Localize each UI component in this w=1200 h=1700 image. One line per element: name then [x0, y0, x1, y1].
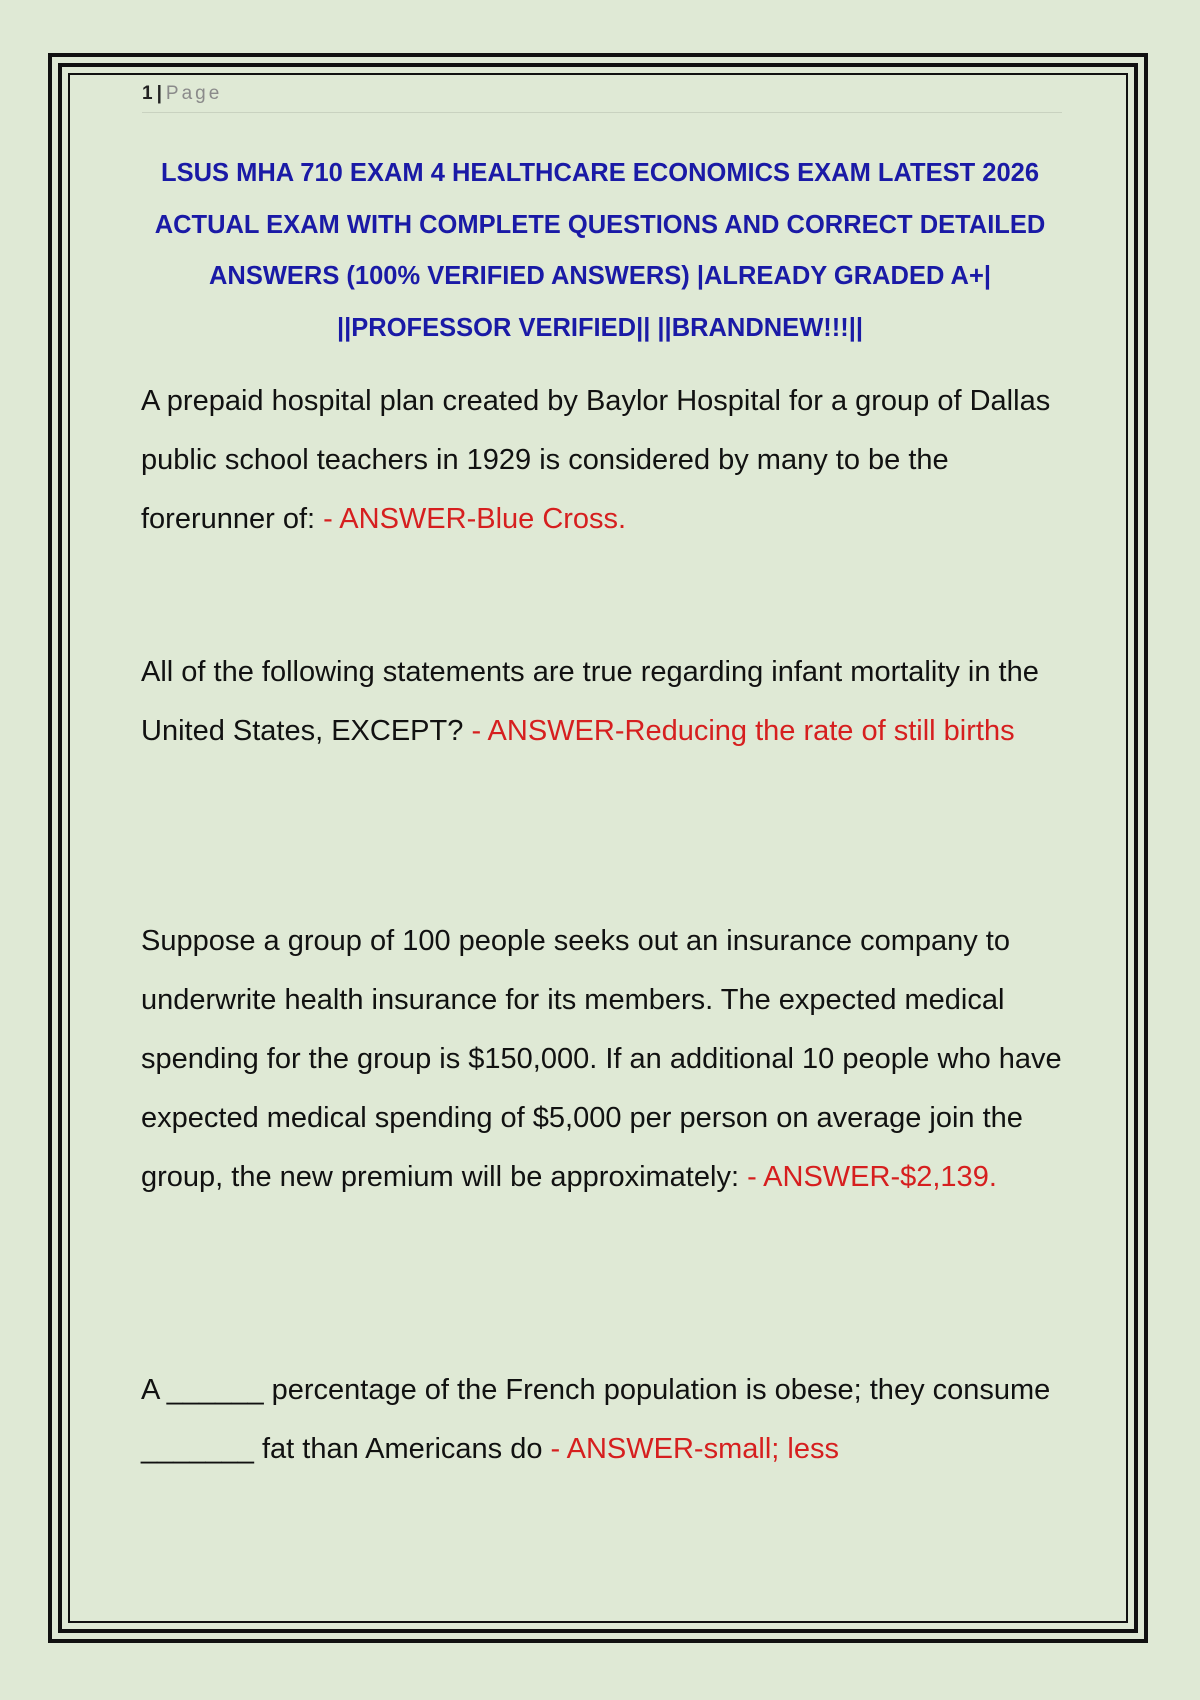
question-text: A ______ percentage of the French population is obese; they consume _______ fat than Americans do — [141, 1374, 1051, 1465]
page-separator: | — [156, 83, 162, 104]
page-label: Page — [165, 83, 223, 104]
question-text: Suppose a group of 100 people seeks out an insurance company to underwrite health insurance for its members. The expected medical spending for the group is $150,000. If an additional 10 people who have expected medical spending of $5,000 per person on average join the group, the new premium will be approximately: — [141, 925, 1062, 1193]
qa-item — [141, 912, 1081, 1207]
page-header — [142, 80, 1062, 113]
answer-text: - ANSWER-Reducing the rate of still births — [471, 715, 1015, 747]
answer-text: - ANSWER-$2,139. — [747, 1161, 997, 1193]
qa-item — [141, 643, 1081, 761]
question-text: All of the following statements are true regarding infant mortality in the United States, EXCEPT? — [141, 656, 1039, 747]
document-title: LSUS MHA 710 EXAM 4 HEALTHCARE ECONOMICS EXAM LATEST 2026 ACTUAL EXAM WITH COMPLETE QUESTIONS AND CORRECT DETAILED ANSWERS (100% VERIFIED ANSWERS) |ALREADY GRADED A+| ||PROFESSOR VERIFIED|| ||BRANDNEW!!!|| — [154, 159, 1046, 342]
qa-item — [141, 1361, 1081, 1479]
page-number: 1 — [142, 83, 153, 104]
question-text: A prepaid hospital plan created by Baylor Hospital for a group of Dallas public school teachers in 1929 is considered by many to be the forerunner of: — [141, 385, 1051, 535]
answer-text: - ANSWER-small; less — [550, 1433, 839, 1465]
qa-item — [141, 372, 1081, 549]
answer-text: - ANSWER-Blue Cross. — [323, 503, 627, 535]
